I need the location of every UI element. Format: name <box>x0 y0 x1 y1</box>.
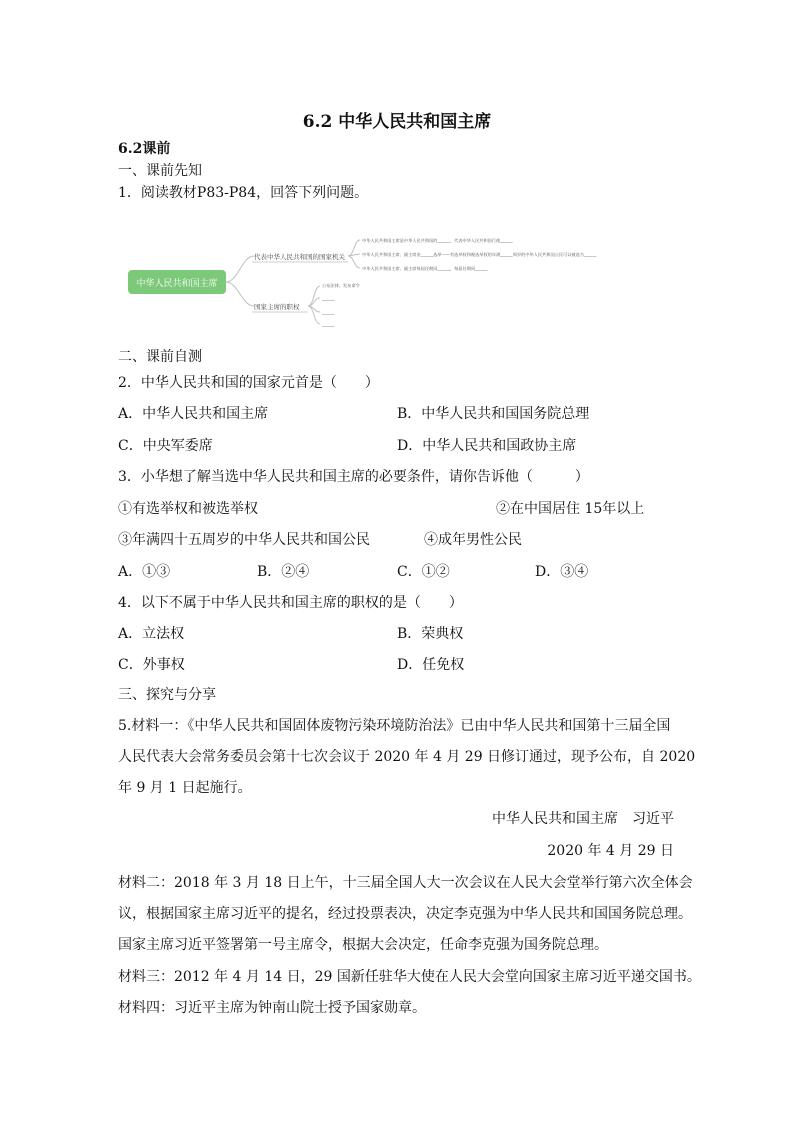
part2-heading: 二、课前自测 <box>118 349 202 365</box>
material-3: 材料三：2012 年 4 月 14 日，29 国新任驻华大使在人民大会堂向国家主席习近平递交国书。 <box>118 969 701 985</box>
q3-option-b: B．②④ <box>257 564 310 580</box>
mindmap-branch2-item: 公布法律、发布命令 <box>322 283 360 288</box>
q2-option-a: A．中华人民共和国主席 <box>118 406 269 422</box>
q4-option-a: A．立法权 <box>118 626 185 642</box>
q4-option-b: B．荣典权 <box>397 626 464 642</box>
q4-option-d: D．任免权 <box>397 657 465 673</box>
q2-option-d: D．中华人民共和国政协主席 <box>397 438 577 454</box>
material-1-line: 5.材料一：《中华人民共和国固体废物污染环境防治法》已由中华人民共和国第十三届全国 <box>118 718 671 734</box>
part1-heading: 一、课前先知 <box>118 163 202 179</box>
q3-option-a: A．①③ <box>118 564 171 580</box>
mindmap-branch1-item: 中华人民共和国主席、副主席每届任期同______，每届任期同______ <box>362 266 488 271</box>
q3-statement-4: ④成年男性公民 <box>424 532 522 548</box>
mindmap-branch2-item: ______ <box>322 322 335 327</box>
material-2-line: 材料二：2018 年 3 月 18 日上午，十三届全国人大一次会议在人民大会堂举行第六次全体会 <box>118 875 693 891</box>
signature-date: 2020 年 4 月 29 日 <box>547 843 674 859</box>
question-3-stem: 3．小华想了解当选中华人民共和国主席的必要条件，请你告诉他（ ） <box>118 469 589 485</box>
mindmap-center-label: 中华人民共和国主席 <box>136 279 218 289</box>
mindmap-branch1-item: 中华人民共和国主席、副主席由______选举——有选举权和被选举权的年满______周岁的中华人民共和国公民可以被选为______ <box>362 252 597 257</box>
mindmap-branch2-label: 国家主席的职权 <box>254 303 300 311</box>
material-2-line: 国家主席习近平签署第一号主席令，根据大会决定，任命李克强为国务院总理。 <box>118 937 608 953</box>
mindmap-branch2-item: ______ <box>322 310 335 315</box>
question-2-stem: 2．中华人民共和国的国家元首是（ ） <box>118 375 379 391</box>
part3-heading: 三、探究与分享 <box>118 687 216 703</box>
question-1: 1．阅读教材P83-P84，回答下列问题。 <box>118 185 369 201</box>
q2-option-b: B．中华人民共和国国务院总理 <box>397 406 590 422</box>
mindmap-branch1-item: 中华人民共和国主席是中华人民共和国的______，代表中华人民共和国行使______ <box>362 238 513 243</box>
material-2-line: 议，根据国家主席习近平的提名，经过投票表决，决定李克强为中华人民共和国国务院总理。 <box>118 906 692 922</box>
q3-statement-2: ②在中国居住 15年以上 <box>496 501 645 517</box>
mindmap-branch1-label: 代表中华人民共和国的国家机关 <box>254 253 345 261</box>
q4-option-c: C．外事权 <box>118 657 185 673</box>
material-1-line: 年 9 月 1 日起施行。 <box>118 780 252 796</box>
section-label: 6.2课前 <box>118 141 171 157</box>
q3-option-d: D．③④ <box>535 564 589 580</box>
material-1-line: 人民代表大会常务委员会第十七次会议于 2020 年 4 月 29 日修订通过，现予公布，自 2020 <box>118 749 696 765</box>
mindmap-branch2-item: ______ <box>322 296 335 301</box>
page-title: 6.2 中华人民共和国主席 <box>302 112 492 132</box>
q3-option-c: C．①② <box>397 564 450 580</box>
q2-option-c: C．中央军委席 <box>118 438 213 454</box>
question-4-stem: 4．以下不属于中华人民共和国主席的职权的是（ ） <box>118 595 463 611</box>
q3-statement-3: ③年满四十五周岁的中华人民共和国公民 <box>118 532 370 548</box>
material-4: 材料四：习近平主席为钟南山院士授予国家勋章。 <box>118 1000 426 1016</box>
q3-statement-1: ①有选举权和被选举权 <box>118 501 258 517</box>
signature: 中华人民共和国主席 习近平 <box>492 811 674 827</box>
mind-map <box>118 228 678 338</box>
